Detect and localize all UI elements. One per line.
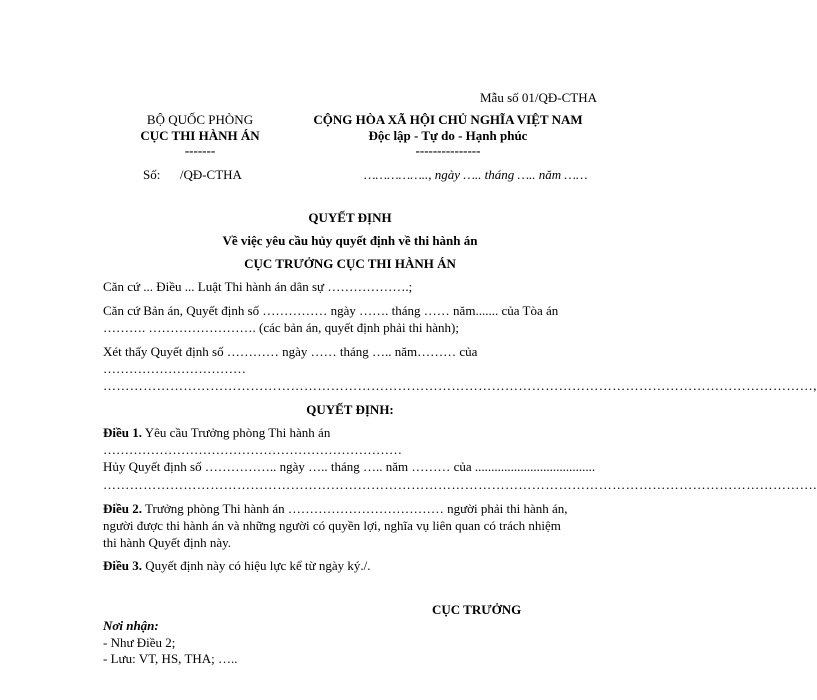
article-3 <box>103 558 597 574</box>
article-1-line: Hủy Quyết định số …………….. ngày ….. tháng ….. năm ……… của ..................................... <box>103 459 596 474</box>
article-2 <box>103 501 597 517</box>
article-1-text: Yêu cầu Trưởng phòng Thi hành án <box>142 425 331 440</box>
recipients-label: Nơi nhận: <box>103 618 159 633</box>
article-3-label: Điều 3. <box>103 558 142 573</box>
agency-dash: ------- <box>184 143 216 158</box>
decision-number: Số: /QĐ-CTHA <box>143 167 242 182</box>
article-2-label: Điều 2. <box>103 501 142 516</box>
nation-dash: --------------- <box>415 143 481 158</box>
agency-block <box>120 112 280 158</box>
article-1-label: Điều 1. <box>103 425 142 440</box>
basis-line-3-end: ……………………………………………………………………………………………………………………………………………, <box>103 378 817 393</box>
document-subject: Về việc yêu cầu hủy quyết định về thi hành án <box>222 233 478 248</box>
agency-name: CỤC THI HÀNH ÁN <box>140 128 260 143</box>
basis-line-1: Căn cứ ... Điều ... Luật Thi hành án dân sự ……………….; <box>103 279 413 294</box>
nation-title: CỘNG HÒA XÃ HỘI CHỦ NGHĨA VIỆT NAM <box>313 112 583 127</box>
article-2-text: Trưởng phòng Thi hành án ……………………………… người phải thi hành án, <box>142 501 568 516</box>
agency-parent: BỘ QUỐC PHÒNG <box>146 112 254 127</box>
article-1 <box>103 425 597 441</box>
article-2-line-3: thi hành Quyết định này. <box>103 535 232 550</box>
recipient-item: - Như Điều 2; <box>103 635 176 650</box>
basis-line-2: Căn cứ Bản án, Quyết định số …………… ngày ……. tháng …… năm....... của Tòa án <box>103 303 559 318</box>
basis-line-3-cont: …………………………… <box>103 361 246 376</box>
basis-line-2-cont: ………. ……………………. (các bản án, quyết định phải thi hành); <box>103 320 459 335</box>
nation-block <box>298 112 598 158</box>
issuing-authority: CỤC TRƯỞNG CỤC THI HÀNH ÁN <box>244 256 456 271</box>
basis-line-3: Xét thấy Quyết định số ………… ngày …… tháng ….. năm……… của <box>103 344 478 359</box>
article-2-line-2: người được thi hành án và những người có quyền lợi, nghĩa vụ liên quan có trách nhiệm <box>103 518 561 533</box>
document-title: QUYẾT ĐỊNH <box>308 210 392 225</box>
decision-heading: QUYẾT ĐỊNH: <box>306 402 394 417</box>
nation-motto: Độc lập - Tự do - Hạnh phúc <box>368 128 528 143</box>
recipient-item: - Lưu: VT, HS, THA; ….. <box>103 651 238 666</box>
form-number: Mẫu số 01/QĐ-CTHA <box>480 90 597 105</box>
article-1-dots: …………………………………………………………… <box>103 442 402 457</box>
signer-title: CỤC TRƯỞNG <box>432 602 522 617</box>
place-date: …………….., ngày ….. tháng ….. năm …… <box>364 167 588 182</box>
article-1-end: ……………………………………………………………………………………………………………………………………………. <box>103 477 817 492</box>
article-3-text: Quyết định này có hiệu lực kể từ ngày ký./. <box>142 558 371 573</box>
